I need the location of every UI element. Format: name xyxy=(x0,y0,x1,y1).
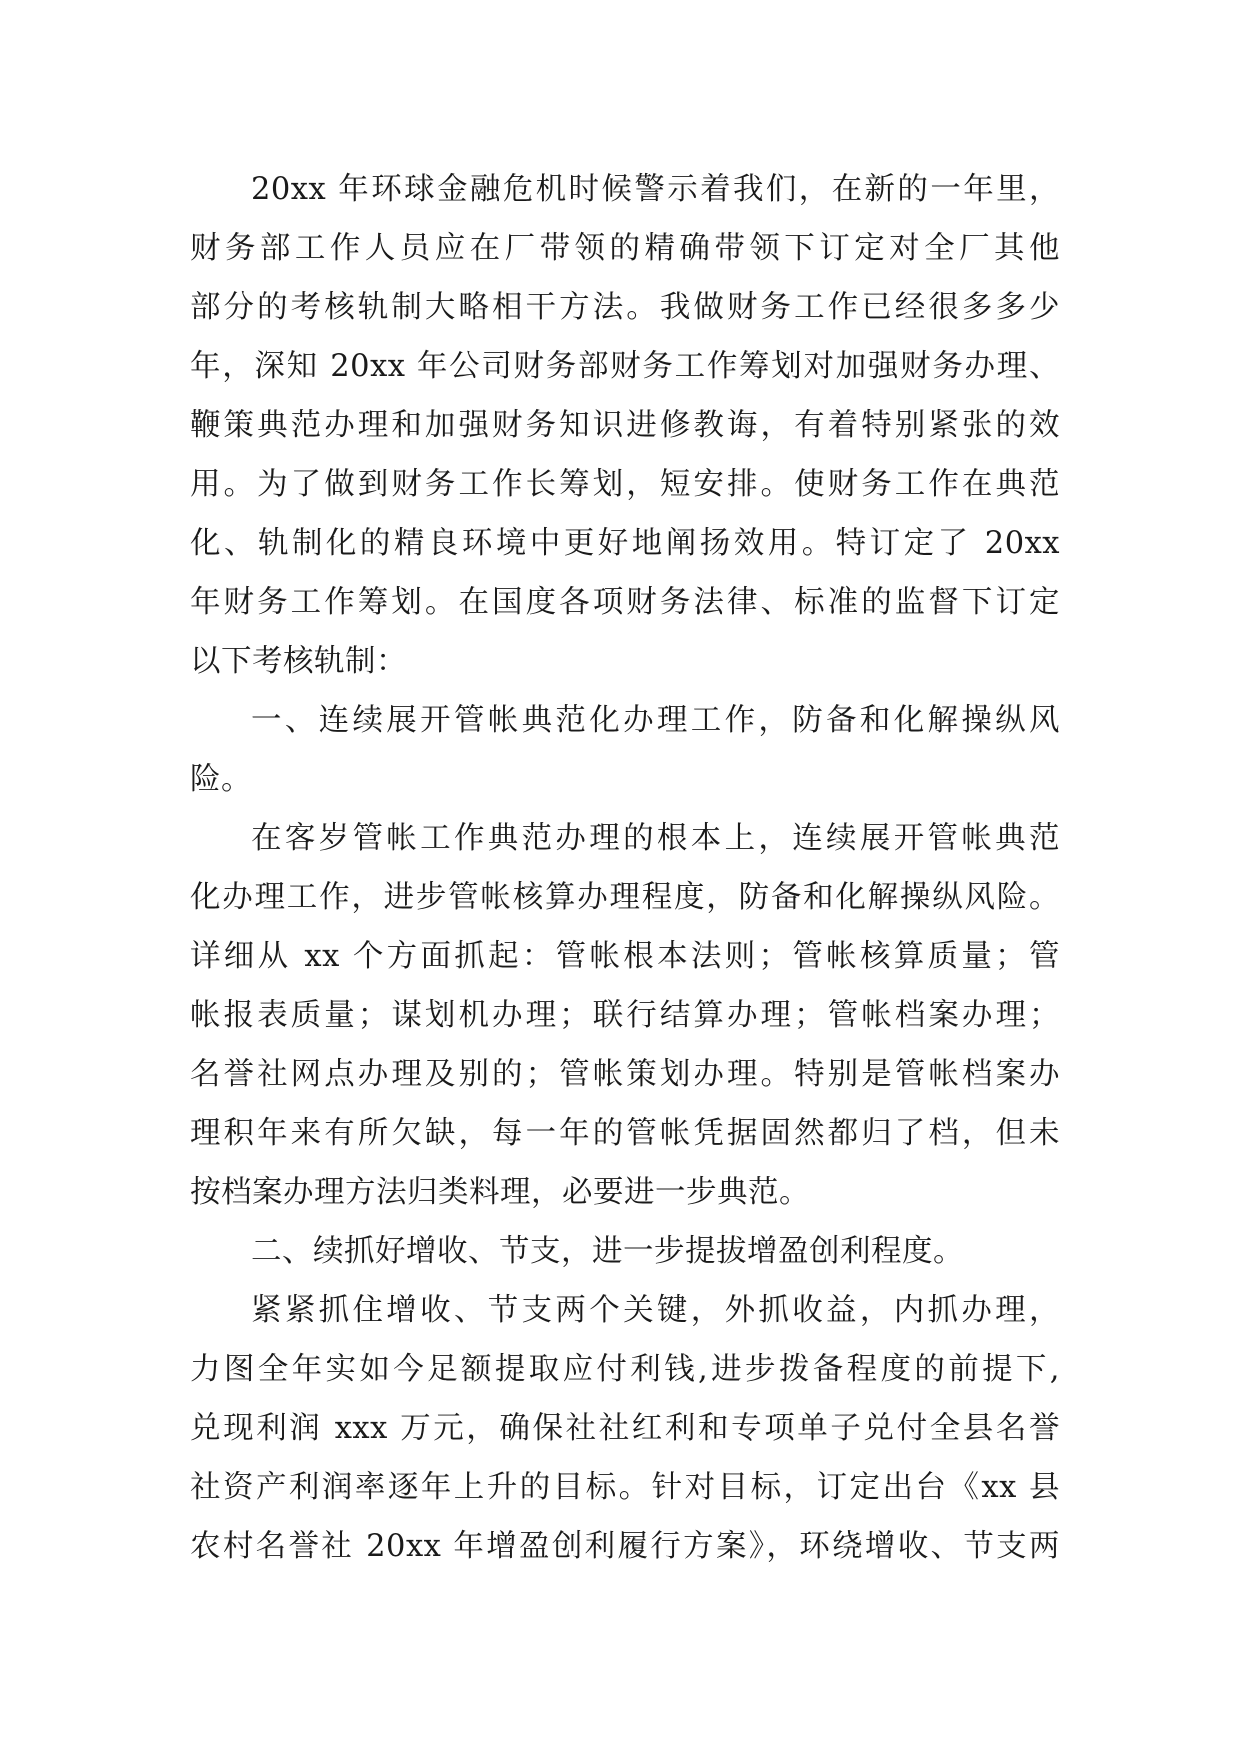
text-line: 社资产利润率逐年上升的目标。针对目标，订定出台《xx 县 xyxy=(190,1470,1060,1505)
text-line: 名誉社网点办理及别的；管帐策划办理。特别是管帐档案办 xyxy=(190,1057,1060,1092)
text-line: 鞭策典范办理和加强财务知识进修教诲，有着特别紧张的效 xyxy=(190,408,1060,443)
text-line: 力图全年实如今足额提取应付利钱,进步拨备程度的前提下, xyxy=(190,1352,1060,1387)
text-line: 农村名誉社 20xx 年增盈创利履行方案》，环绕增收、节支两 xyxy=(190,1529,1060,1564)
document-body xyxy=(190,160,1060,1576)
text-line: 兑现利润 xxx 万元，确保社社红利和专项单子兑付全县名誉 xyxy=(190,1411,1060,1446)
text-line: 紧紧抓住增收、节支两个关键，外抓收益，内抓办理， xyxy=(251,1293,1060,1328)
text-line: 财务部工作人员应在厂带领的精确带领下订定对全厂其他 xyxy=(190,231,1060,266)
section-heading-1-cont: 险。 xyxy=(190,762,252,797)
text-line: 20xx 年环球金融危机时候警示着我们，在新的一年里， xyxy=(251,172,1060,207)
text-line: 年财务工作筹划。在国度各项财务法律、标准的监督下订定 xyxy=(190,585,1060,620)
text-line: 以下考核轨制： xyxy=(190,644,407,679)
text-line: 理积年来有所欠缺，每一年的管帐凭据固然都归了档，但未 xyxy=(190,1116,1060,1151)
text-line: 化办理工作，进步管帐核算办理程度，防备和化解操纵风险。 xyxy=(190,880,1060,915)
text-line: 年，深知 20xx 年公司财务部财务工作筹划对加强财务办理、 xyxy=(190,349,1060,384)
text-line: 在客岁管帐工作典范办理的根本上，连续展开管帐典范 xyxy=(251,821,1060,856)
text-line: 部分的考核轨制大略相干方法。我做财务工作已经很多多少 xyxy=(190,290,1060,325)
text-line: 详细从 xx 个方面抓起：管帐根本法则；管帐核算质量；管 xyxy=(190,939,1060,974)
section-heading-1: 一、连续展开管帐典范化办理工作，防备和化解操纵风 xyxy=(251,703,1060,738)
section-heading-2: 二、续抓好增收、节支，进一步提拔增盈创利程度。 xyxy=(251,1234,964,1269)
text-line: 化、轨制化的精良环境中更好地阐扬效用。特订定了 20xx xyxy=(190,526,1060,561)
text-line: 用。为了做到财务工作长筹划，短安排。使财务工作在典范 xyxy=(190,467,1060,502)
text-line: 按档案办理方法归类料理，必要进一步典范。 xyxy=(190,1175,810,1210)
text-line: 帐报表质量；谋划机办理；联行结算办理；管帐档案办理； xyxy=(190,998,1060,1033)
